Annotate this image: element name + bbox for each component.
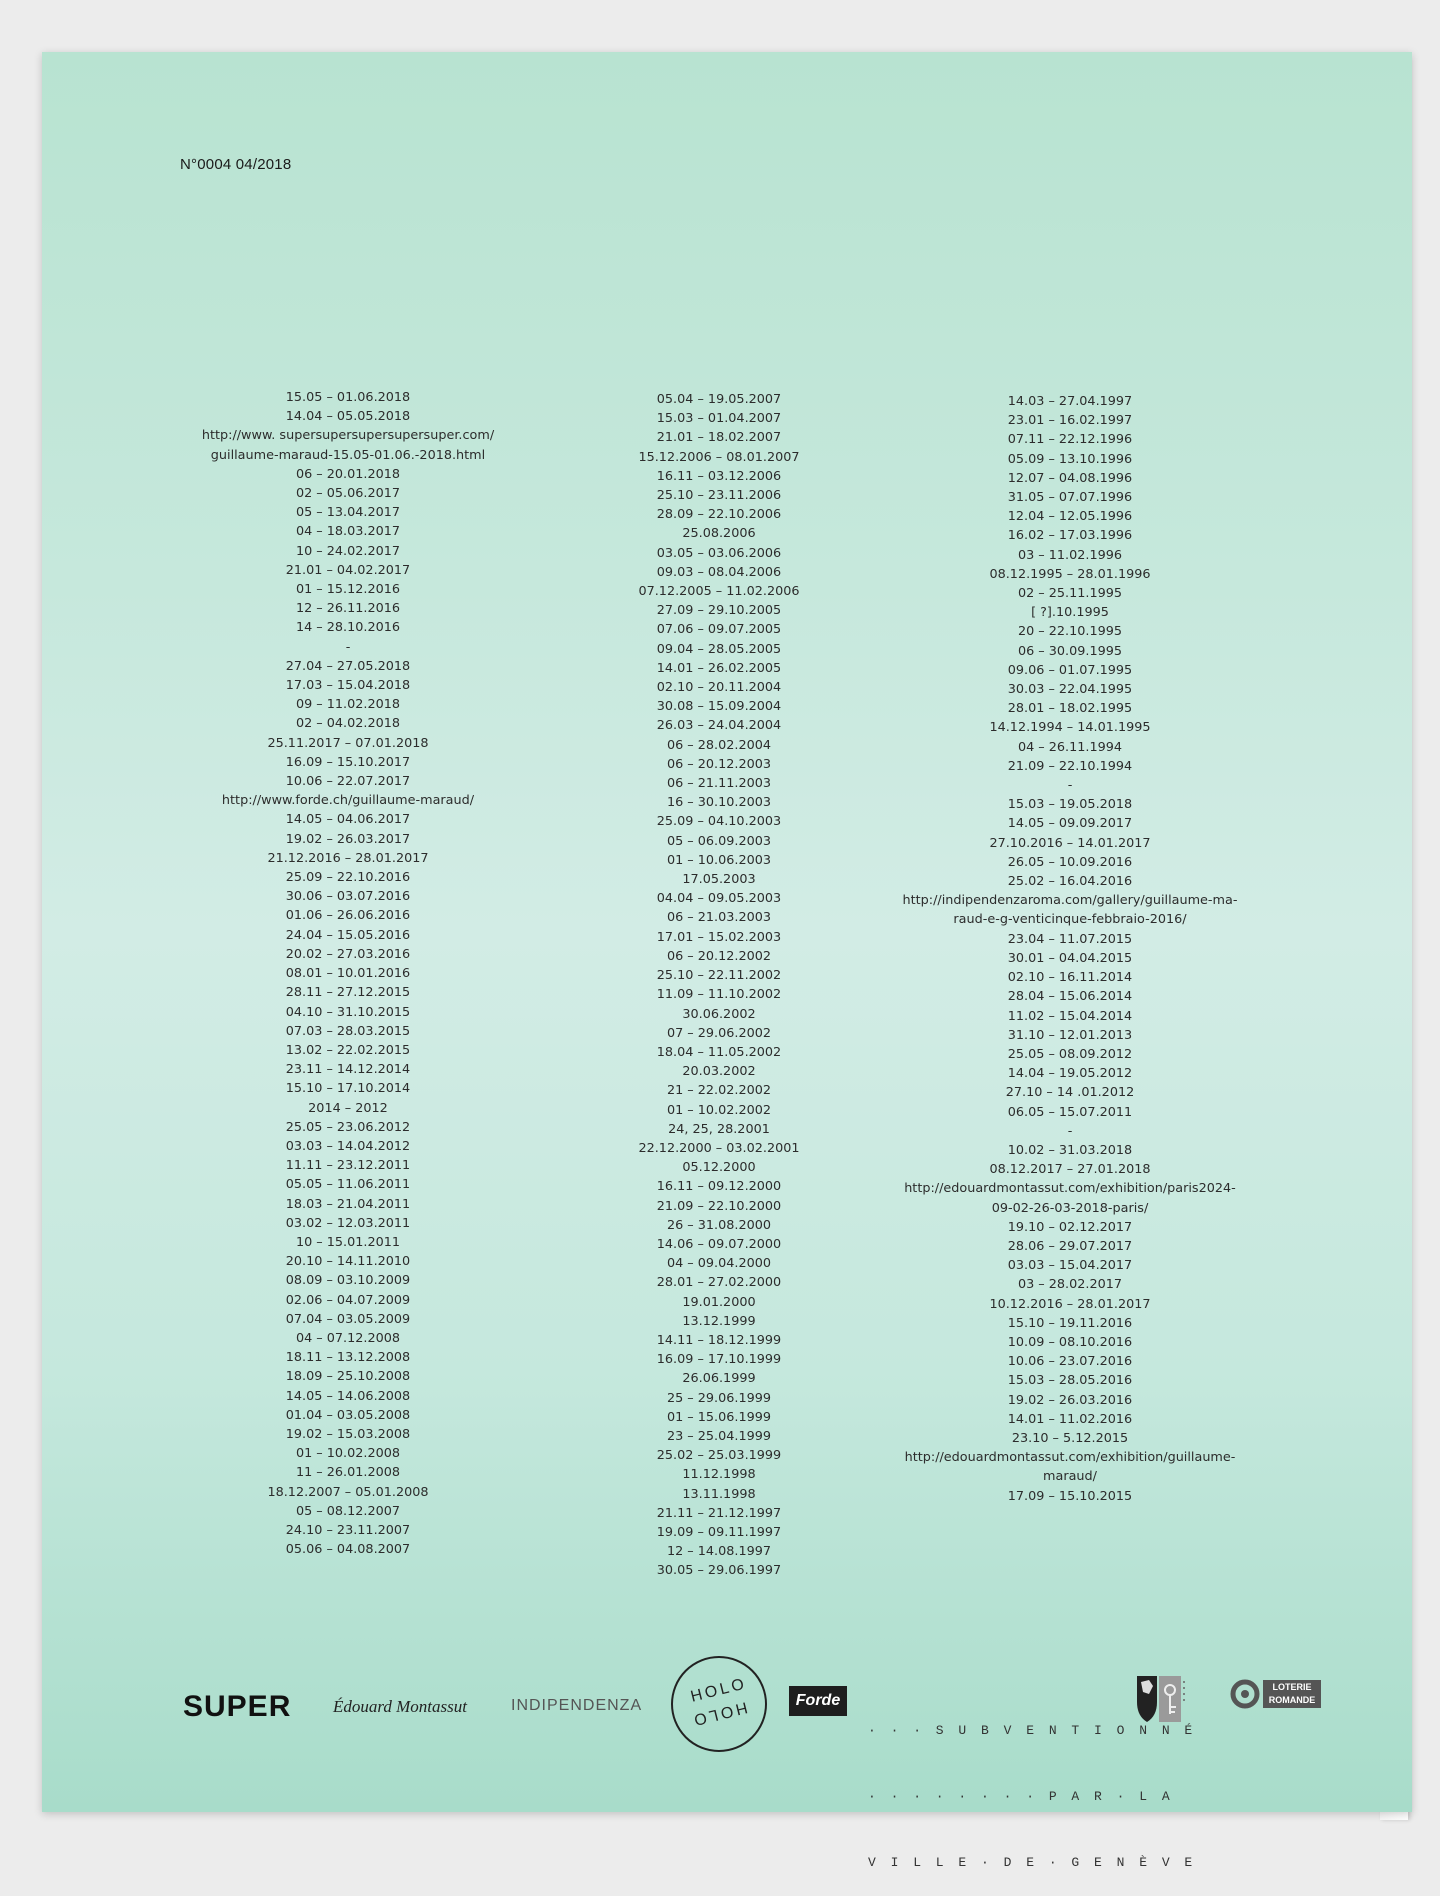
date-entry: 21.01 – 04.02.2017 xyxy=(285,562,411,578)
date-entry: 03.03 – 15.04.2017 xyxy=(1007,1258,1133,1274)
date-entry: 20.10 – 14.11.2010 xyxy=(285,1254,411,1270)
date-entry: 19.02 – 26.03.2017 xyxy=(285,831,411,847)
date-entry: 24.10 – 23.11.2007 xyxy=(285,1522,411,1538)
date-entry: - xyxy=(1067,778,1073,794)
date-entry: 04 – 26.11.1994 xyxy=(1017,739,1123,755)
date-entry: 07.04 – 03.05.2009 xyxy=(285,1311,411,1327)
date-entry: 26 – 31.08.2000 xyxy=(666,1217,772,1233)
date-entry: 30.08 – 15.09.2004 xyxy=(656,699,782,715)
date-entry: 24.04 – 15.05.2016 xyxy=(285,927,411,943)
date-entry: 02 – 04.02.2018 xyxy=(295,716,401,732)
date-entry: 16.11 – 03.12.2006 xyxy=(656,468,782,484)
date-entry: 03.05 – 03.06.2006 xyxy=(656,545,782,561)
date-entry: 15.03 – 19.05.2018 xyxy=(1007,797,1133,813)
date-entry: 25.09 – 04.10.2003 xyxy=(656,814,782,830)
date-entry: 09.04 – 28.05.2005 xyxy=(656,641,782,657)
date-entry: 17.09 – 15.10.2015 xyxy=(1007,1488,1133,1504)
date-entry: 11.12.1998 xyxy=(682,1467,756,1483)
date-entry: http://edouardmontassut.com/exhibition/guillaume- xyxy=(904,1450,1236,1466)
date-entry: 09.03 – 08.04.2006 xyxy=(656,564,782,580)
date-entry: 04.10 – 31.10.2015 xyxy=(285,1004,411,1020)
date-entry: 04 – 07.12.2008 xyxy=(295,1330,401,1346)
date-entry: 16 – 30.10.2003 xyxy=(666,795,772,811)
holo-logo-bottom-text: HOLO xyxy=(689,1698,749,1729)
date-entry: http://indipendenzaroma.com/gallery/guillaume-ma- xyxy=(902,893,1238,909)
date-entry: 21.01 – 18.02.2007 xyxy=(656,430,782,446)
date-entry: 09.06 – 01.07.1995 xyxy=(1007,662,1133,678)
date-entry: - xyxy=(345,639,351,655)
date-entry: 10 – 15.01.2011 xyxy=(295,1234,401,1250)
date-entry: 16.09 – 15.10.2017 xyxy=(285,754,411,770)
date-entry: 17.03 – 15.04.2018 xyxy=(285,678,411,694)
geneve-line-3: V I L L E · D E · G E N È V E xyxy=(868,1855,1196,1870)
date-entry: 31.10 – 12.01.2013 xyxy=(1007,1027,1133,1043)
date-entry: 02.10 – 16.11.2014 xyxy=(1007,970,1133,986)
date-entry: 25.10 – 23.11.2006 xyxy=(656,488,782,504)
date-entry: 11.11 – 23.12.2011 xyxy=(285,1158,411,1174)
geneva-crest-icon xyxy=(1135,1672,1187,1728)
date-entry: 26.06.1999 xyxy=(682,1371,756,1387)
date-entry: 25.09 – 22.10.2016 xyxy=(285,870,411,886)
date-entry: 05.04 – 19.05.2007 xyxy=(656,392,782,407)
date-entry: 15.03 – 01.04.2007 xyxy=(656,411,782,427)
date-entry: 02 – 25.11.1995 xyxy=(1017,586,1123,602)
date-entry: 27.04 – 27.05.2018 xyxy=(285,658,411,674)
loterie-romande-logo xyxy=(1229,1678,1323,1710)
date-entry: 20.02 – 27.03.2016 xyxy=(285,946,411,962)
date-entry: 06.05 – 15.07.2011 xyxy=(1007,1104,1133,1120)
date-entry: [ ?].10.1995 xyxy=(1031,605,1109,621)
date-entry: 14.01 – 11.02.2016 xyxy=(1007,1411,1133,1427)
date-entry: 20 – 22.10.1995 xyxy=(1017,624,1123,640)
edouard-montassut-logo: Édouard Montassut xyxy=(333,1697,467,1716)
date-entry: 09 – 11.02.2018 xyxy=(295,697,401,713)
date-entry: 28.01 – 27.02.2000 xyxy=(656,1275,782,1291)
date-entry: 08.12.1995 – 28.01.1996 xyxy=(989,566,1151,582)
date-entry: 14.01 – 26.02.2005 xyxy=(656,660,782,676)
date-entry: 20.03.2002 xyxy=(682,1064,756,1080)
date-entry: 30.05 – 29.06.1997 xyxy=(656,1563,782,1579)
date-entry: 06 – 30.09.1995 xyxy=(1017,643,1123,659)
date-entry: 05 – 08.12.2007 xyxy=(295,1503,401,1519)
date-entry: 16.02 – 17.03.1996 xyxy=(1007,528,1133,544)
date-entry: 12 – 14.08.1997 xyxy=(666,1544,772,1560)
date-entry: 25 – 29.06.1999 xyxy=(666,1390,772,1406)
geneve-line-1: · · · S U B V E N T I O N N É xyxy=(868,1723,1196,1738)
date-entry: 01 – 15.12.2016 xyxy=(295,582,401,598)
date-entry: 02.10 – 20.11.2004 xyxy=(656,680,782,696)
loterie-circle-icon xyxy=(1229,1678,1263,1710)
indipendenza-logo: INDIPENDENZA xyxy=(511,1697,643,1714)
date-entry: 10.12.2016 – 28.01.2017 xyxy=(989,1296,1151,1312)
date-entry: 10.02 – 31.03.2018 xyxy=(1007,1142,1133,1158)
date-entry: 08.01 – 10.01.2016 xyxy=(285,966,411,982)
date-entry: 04 – 18.03.2017 xyxy=(295,524,401,540)
date-entry: 15.10 – 17.10.2014 xyxy=(285,1081,411,1097)
forde-logo: Forde xyxy=(789,1686,847,1716)
super-logo: SUPER xyxy=(183,1690,292,1723)
dates-column-1 xyxy=(148,388,548,1559)
date-entry: 21.11 – 21.12.1997 xyxy=(656,1505,782,1521)
date-entry: 23 – 25.04.1999 xyxy=(666,1428,772,1444)
date-entry: 15.05 – 01.06.2018 xyxy=(285,390,411,405)
date-entry: 02 – 05.06.2017 xyxy=(295,486,401,502)
date-entry: 22.12.2000 – 03.02.2001 xyxy=(638,1140,800,1156)
date-entry: 01 – 10.02.2008 xyxy=(295,1446,401,1462)
date-entry: 07.03 – 28.03.2015 xyxy=(285,1023,411,1039)
date-entry: 05 – 06.09.2003 xyxy=(666,833,772,849)
date-entry: 25.08.2006 xyxy=(682,526,756,542)
date-entry: 16.09 – 17.10.1999 xyxy=(656,1352,782,1368)
date-entry: 06 – 20.01.2018 xyxy=(295,466,401,482)
date-entry: 01 – 10.06.2003 xyxy=(666,852,772,868)
date-entry: 11 – 26.01.2008 xyxy=(295,1465,401,1481)
date-entry: 10.06 – 22.07.2017 xyxy=(285,774,411,790)
date-entry: 18.09 – 25.10.2008 xyxy=(285,1369,411,1385)
date-entry: http://www. supersupersupersupersuper.com/ xyxy=(201,428,495,444)
date-entry: 25.11.2017 – 07.01.2018 xyxy=(267,735,429,751)
date-entry: 06 – 28.02.2004 xyxy=(666,737,772,753)
date-entry: 14.04 – 05.05.2018 xyxy=(285,409,411,425)
date-entry: 25.10 – 22.11.2002 xyxy=(656,968,782,984)
date-entry: 23.04 – 11.07.2015 xyxy=(1007,931,1133,947)
date-entry: 28.11 – 27.12.2015 xyxy=(285,985,411,1001)
date-entry: 10.06 – 23.07.2016 xyxy=(1007,1354,1133,1370)
date-entry: guillaume-maraud-15.05-01.06.-2018.html xyxy=(210,447,486,463)
date-entry: 25.05 – 08.09.2012 xyxy=(1007,1046,1133,1062)
date-entry: 19.09 – 09.11.1997 xyxy=(656,1524,782,1540)
date-entry: 21.09 – 22.10.1994 xyxy=(1007,758,1133,774)
date-entry: 28.01 – 18.02.1995 xyxy=(1007,701,1133,717)
date-entry: 17.05.2003 xyxy=(682,872,756,888)
date-entry: 23.11 – 14.12.2014 xyxy=(285,1062,411,1078)
date-entry: 19.10 – 02.12.2017 xyxy=(1007,1219,1133,1235)
holo-logo xyxy=(671,1656,767,1752)
date-entry: 14.05 – 09.09.2017 xyxy=(1007,816,1133,832)
date-entry: 06 – 20.12.2002 xyxy=(666,948,772,964)
date-entry: 18.03 – 21.04.2011 xyxy=(285,1196,411,1212)
date-entry: 05.09 – 13.10.1996 xyxy=(1007,451,1133,467)
date-entry: 14.04 – 19.05.2012 xyxy=(1007,1066,1133,1082)
date-entry: 11.09 – 11.10.2002 xyxy=(656,987,782,1003)
date-entry: 21.12.2016 – 28.01.2017 xyxy=(267,850,429,866)
date-entry: 21 – 22.02.2002 xyxy=(666,1083,772,1099)
date-entry: 26.05 – 10.09.2016 xyxy=(1007,854,1133,870)
date-entry: 23.10 – 5.12.2015 xyxy=(1011,1430,1129,1446)
date-entry: 12 – 26.11.2016 xyxy=(295,601,401,617)
date-entry: 06 – 20.12.2003 xyxy=(666,756,772,772)
date-entry: 21.09 – 22.10.2000 xyxy=(656,1198,782,1214)
date-entry: 01 – 15.06.1999 xyxy=(666,1409,772,1425)
date-entry: 17.01 – 15.02.2003 xyxy=(656,929,782,945)
date-entry: 06 – 21.03.2003 xyxy=(666,910,772,926)
date-entry: 02.06 – 04.07.2009 xyxy=(285,1292,411,1308)
date-entry: 05 – 13.04.2017 xyxy=(295,505,401,521)
date-entry: 09-02-26-03-2018-paris/ xyxy=(991,1200,1149,1216)
date-entry: 01.06 – 26.06.2016 xyxy=(285,908,411,924)
date-entry: 04.04 – 09.05.2003 xyxy=(656,891,782,907)
date-entry: 18.11 – 13.12.2008 xyxy=(285,1350,411,1366)
holo-logo-top-text: HOLO xyxy=(689,1675,749,1706)
date-entry: 07 – 29.06.2002 xyxy=(666,1025,772,1041)
date-entry: raud-e-g-venticinque-febbraio-2016/ xyxy=(953,912,1187,928)
date-entry: 18.12.2007 – 05.01.2008 xyxy=(267,1484,429,1500)
date-entry: 10.09 – 08.10.2016 xyxy=(1007,1334,1133,1350)
date-entry: 12.04 – 12.05.1996 xyxy=(1007,509,1133,525)
date-entry: 03 – 28.02.2017 xyxy=(1017,1277,1123,1293)
date-entry: 15.03 – 28.05.2016 xyxy=(1007,1373,1133,1389)
date-entry: 18.04 – 11.05.2002 xyxy=(656,1044,782,1060)
date-entry: 07.11 – 22.12.1996 xyxy=(1007,432,1133,448)
date-entry: 16.11 – 09.12.2000 xyxy=(656,1179,782,1195)
date-entry: 06 – 21.11.2003 xyxy=(666,776,772,792)
date-entry: 26.03 – 24.04.2004 xyxy=(656,718,782,734)
date-entry: 14.05 – 14.06.2008 xyxy=(285,1388,411,1404)
date-entry: - xyxy=(1067,1123,1073,1139)
date-entry: 14 – 28.10.2016 xyxy=(295,620,401,636)
date-entry: 30.06 – 03.07.2016 xyxy=(285,889,411,905)
date-entry: 28.04 – 15.06.2014 xyxy=(1007,989,1133,1005)
date-entry: maraud/ xyxy=(1043,1469,1097,1485)
date-entry: 27.10 – 14 .01.2012 xyxy=(1005,1085,1135,1101)
date-entry: 08.09 – 03.10.2009 xyxy=(285,1273,411,1289)
date-entry: 2014 – 2012 xyxy=(308,1100,388,1116)
date-entry: 19.02 – 26.03.2016 xyxy=(1007,1392,1133,1408)
date-entry: 14.03 – 27.04.1997 xyxy=(1007,394,1133,409)
date-entry: 15.10 – 19.11.2016 xyxy=(1007,1315,1133,1331)
date-entry: 15.12.2006 – 08.01.2007 xyxy=(638,449,800,465)
date-entry: 03.03 – 14.04.2012 xyxy=(285,1138,411,1154)
date-entry: 05.05 – 11.06.2011 xyxy=(285,1177,411,1193)
date-entry: 13.02 – 22.02.2015 xyxy=(285,1042,411,1058)
date-entry: http://edouardmontassut.com/exhibition/paris2024- xyxy=(904,1181,1236,1197)
date-entry: 28.09 – 22.10.2006 xyxy=(656,507,782,523)
date-entry: 07.06 – 09.07.2005 xyxy=(656,622,782,638)
date-entry: http://www.forde.ch/guillaume-maraud/ xyxy=(221,793,475,809)
date-entry: 14.05 – 04.06.2017 xyxy=(285,812,411,828)
date-entry: 01.04 – 03.05.2008 xyxy=(285,1407,411,1423)
date-entry: 04 – 09.04.2000 xyxy=(666,1256,772,1272)
date-entry: 13.11.1998 xyxy=(682,1486,756,1502)
date-entry: 27.10.2016 – 14.01.2017 xyxy=(989,835,1151,851)
dates-column-2 xyxy=(519,390,919,1581)
date-entry: 23.01 – 16.02.1997 xyxy=(1007,413,1133,429)
date-entry: 01 – 10.02.2002 xyxy=(666,1102,772,1118)
date-entry: 31.05 – 07.07.1996 xyxy=(1007,490,1133,506)
date-entry: 30.01 – 04.04.2015 xyxy=(1007,950,1133,966)
loterie-romande-text: LOTERIE ROMANDE xyxy=(1263,1680,1321,1708)
date-entry: 08.12.2017 – 27.01.2018 xyxy=(989,1162,1151,1178)
date-entry: 28.06 – 29.07.2017 xyxy=(1007,1238,1133,1254)
date-entry: 25.02 – 16.04.2016 xyxy=(1007,874,1133,890)
date-entry: 19.01.2000 xyxy=(682,1294,756,1310)
date-entry: 03.02 – 12.03.2011 xyxy=(285,1215,411,1231)
issue-number: N°0004 04/2018 xyxy=(180,156,292,173)
geneve-line-2: · · · · · · · · P A R · L A xyxy=(868,1789,1174,1804)
date-entry: 14.12.1994 – 14.01.1995 xyxy=(989,720,1151,736)
date-entry: 27.09 – 29.10.2005 xyxy=(656,603,782,619)
date-entry: 25.05 – 23.06.2012 xyxy=(285,1119,411,1135)
date-entry: 10 – 24.02.2017 xyxy=(295,543,401,559)
date-entry: 11.02 – 15.04.2014 xyxy=(1007,1008,1133,1024)
date-entry: 14.06 – 09.07.2000 xyxy=(656,1236,782,1252)
date-entry: 24, 25, 28.2001 xyxy=(668,1121,770,1137)
date-entry: 13.12.1999 xyxy=(682,1313,756,1329)
date-entry: 30.03 – 22.04.1995 xyxy=(1007,682,1133,698)
date-entry: 30.06.2002 xyxy=(682,1006,756,1022)
date-entry: 19.02 – 15.03.2008 xyxy=(285,1426,411,1442)
date-entry: 05.12.2000 xyxy=(682,1160,756,1176)
date-entry: 25.02 – 25.03.1999 xyxy=(656,1448,782,1464)
dates-column-3 xyxy=(870,392,1270,1506)
date-entry: 03 – 11.02.1996 xyxy=(1017,547,1123,563)
date-entry: 12.07 – 04.08.1996 xyxy=(1007,470,1133,486)
date-entry: 14.11 – 18.12.1999 xyxy=(656,1332,782,1348)
date-entry: 07.12.2005 – 11.02.2006 xyxy=(638,584,800,600)
date-entry: 05.06 – 04.08.2007 xyxy=(285,1542,411,1558)
